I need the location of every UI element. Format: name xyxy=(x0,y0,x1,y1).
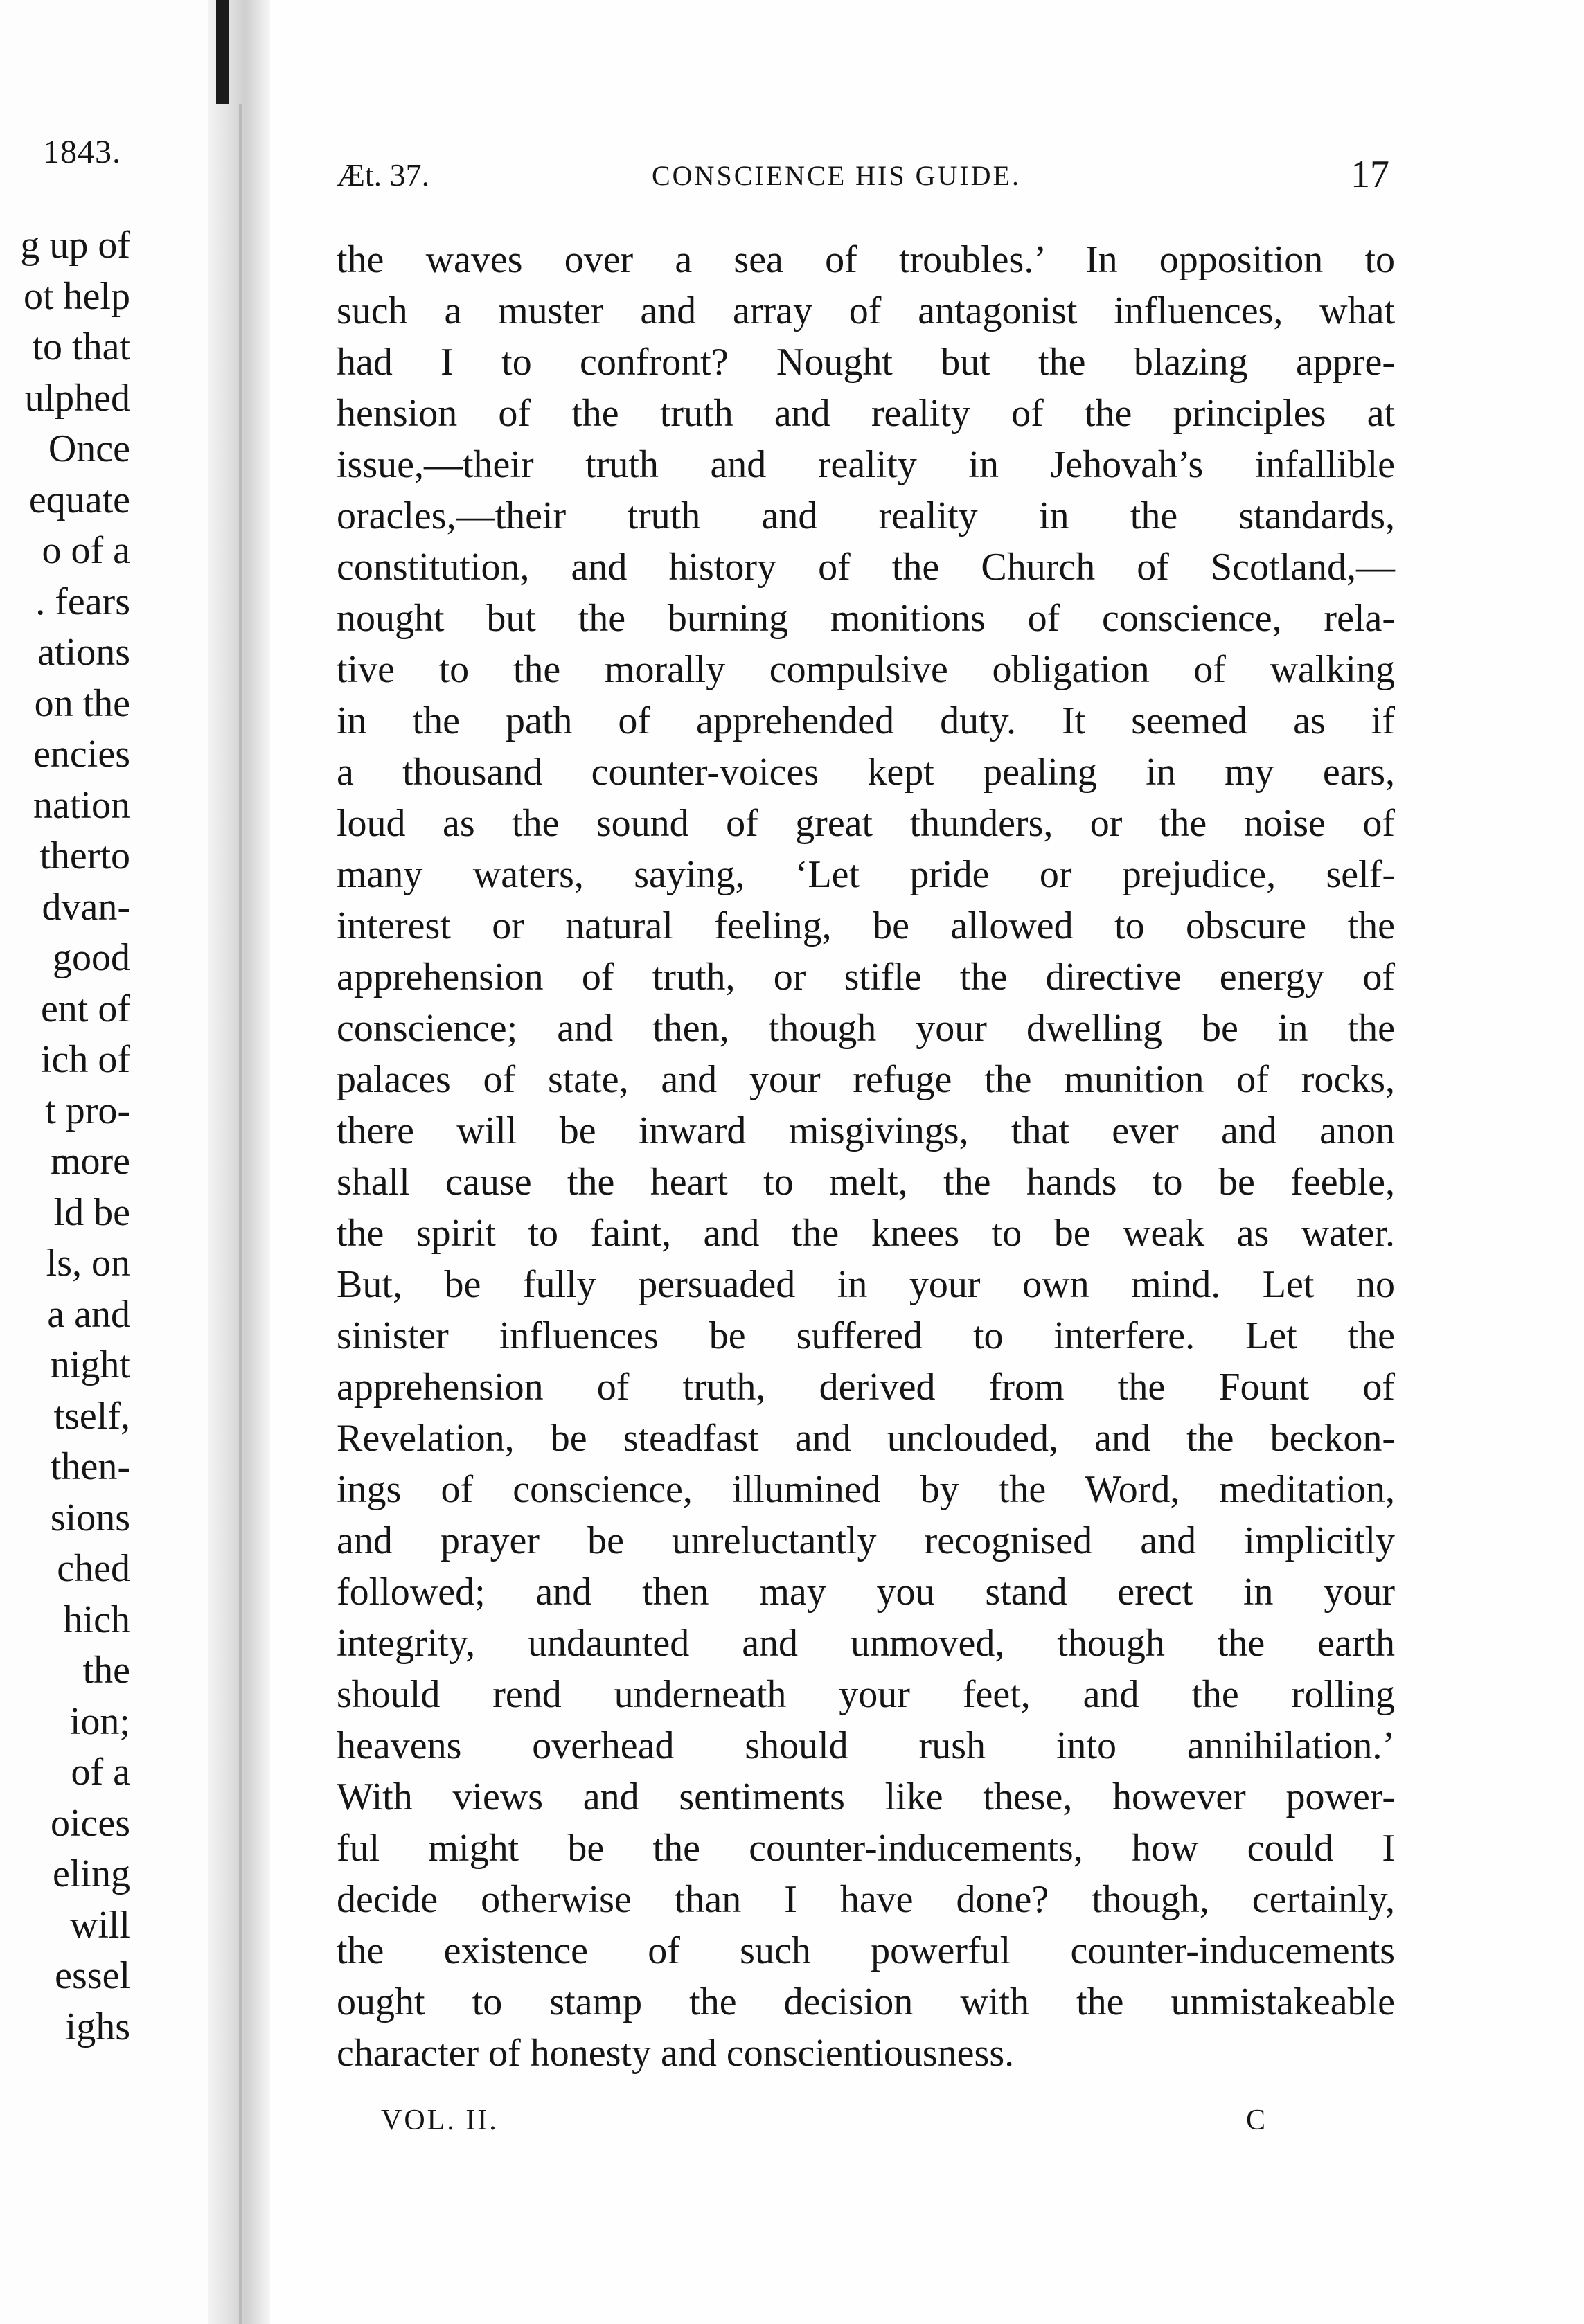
text-line: oracles,—their truth and reality in the standards, xyxy=(337,494,1395,537)
text-line: Revelation, be steadfast and unclouded, and the beckon- xyxy=(337,1417,1395,1460)
facing-page-line-fragment: good xyxy=(53,936,130,979)
facing-page-line-fragment: . fears xyxy=(35,580,130,623)
text-line: integrity, undaunted and unmoved, though the earth xyxy=(337,1622,1395,1665)
facing-page-line-fragment: therto xyxy=(39,834,130,877)
text-line: ings of conscience, illumined by the Word, meditation, xyxy=(337,1468,1395,1511)
facing-page-line-fragment: ls, on xyxy=(46,1242,130,1285)
volume-label: VOL. II. xyxy=(381,2104,499,2136)
page-footer xyxy=(381,2104,1267,2145)
facing-page-line-fragment: ighs xyxy=(65,2005,130,2048)
gutter-fold-line xyxy=(239,104,242,2324)
facing-page-line-fragment: eling xyxy=(53,1852,130,1895)
text-line: sinister influences be suffered to interfere. Let the xyxy=(337,1314,1395,1357)
facing-page-line-fragment: ion; xyxy=(69,1699,130,1743)
facing-page-left xyxy=(0,0,208,2324)
text-line: many waters, saying, ‘Let pride or prejudice, self- xyxy=(337,853,1395,896)
facing-page-line-fragment: will xyxy=(69,1903,130,1947)
facing-page-line-fragment: to that xyxy=(32,325,130,368)
text-line: there will be inward misgivings, that ever and anon xyxy=(337,1109,1395,1152)
text-line: followed; and then may you stand erect in your xyxy=(337,1571,1395,1614)
facing-page-line-fragment: oices xyxy=(50,1801,130,1845)
text-line: palaces of state, and your refuge the munition of rocks, xyxy=(337,1058,1395,1101)
text-line: the waves over a sea of troubles.’ In opposition to xyxy=(337,238,1395,281)
text-line: interest or natural feeling, be allowed to obscure the xyxy=(337,904,1395,947)
gutter-shadow xyxy=(216,0,229,104)
facing-page-line-fragment: sions xyxy=(50,1496,130,1539)
facing-page-line-fragment: essel xyxy=(55,1954,130,1997)
facing-page-line-fragment: of a xyxy=(71,1751,130,1794)
facing-page-line-fragment: ld be xyxy=(53,1190,130,1234)
facing-page-line-fragment: t pro- xyxy=(45,1089,130,1132)
text-line: With views and sentiments like these, however power- xyxy=(337,1776,1395,1818)
facing-page-line-fragment: encies xyxy=(33,733,130,776)
text-line: in the path of apprehended duty. It seemed as if xyxy=(337,699,1395,742)
facing-page-line-fragment: a and xyxy=(47,1292,130,1336)
page-number: 17 xyxy=(1351,153,1389,196)
text-line: But, be fully persuaded in your own mind. Let no xyxy=(337,1263,1395,1306)
facing-page-text-fragments xyxy=(0,220,130,2053)
body-text xyxy=(337,234,1395,2079)
running-head xyxy=(337,153,1389,205)
text-line: hension of the truth and reality of the principles at xyxy=(337,392,1395,435)
text-line: ful might be the counter-inducements, how could I xyxy=(337,1827,1395,1870)
text-line: conscience; and then, though your dwelling be in the xyxy=(337,1007,1395,1050)
facing-page-line-fragment: dvan- xyxy=(42,885,130,929)
text-line: character of honesty and conscientiousness. xyxy=(337,2032,1015,2075)
facing-page-line-fragment: ent of xyxy=(40,987,130,1030)
facing-page-line-fragment: ich of xyxy=(40,1038,130,1081)
text-line: such a muster and array of antagonist influences, what xyxy=(337,289,1395,332)
facing-page-year: 1843. xyxy=(43,134,121,170)
signature-mark: C xyxy=(1245,2104,1267,2136)
facing-page-line-fragment: then- xyxy=(50,1445,130,1488)
text-line: constitution, and history of the Church of Scotland,— xyxy=(337,546,1395,589)
text-line: shall cause the heart to melt, the hands to be feeble, xyxy=(337,1161,1395,1204)
facing-page-line-fragment: ched xyxy=(57,1547,130,1590)
facing-page-line-fragment: hich xyxy=(63,1598,130,1641)
text-line: apprehension of truth, derived from the Fount of xyxy=(337,1366,1395,1409)
text-line: a thousand counter-voices kept pealing in my ears, xyxy=(337,751,1395,794)
facing-page-line-fragment: tself, xyxy=(53,1394,130,1438)
facing-page-line-fragment: o of a xyxy=(42,529,130,572)
text-line: and prayer be unreluctantly recognised and implicitly xyxy=(337,1519,1395,1562)
page-title: CONSCIENCE HIS GUIDE. xyxy=(652,160,1021,191)
facing-page-line-fragment: ot help xyxy=(24,274,130,318)
facing-page-line-fragment: night xyxy=(50,1343,130,1386)
text-line: apprehension of truth, or stifle the directive energy of xyxy=(337,956,1395,999)
text-line: the existence of such powerful counter-inducements xyxy=(337,1929,1395,1972)
text-line: had I to confront? Nought but the blazing appre- xyxy=(337,341,1395,384)
facing-page-line-fragment: equate xyxy=(28,478,130,521)
facing-page-line-fragment: g up of xyxy=(20,224,130,267)
text-line: tive to the morally compulsive obligation of walking xyxy=(337,648,1395,691)
text-line: ought to stamp the decision with the unmistakeable xyxy=(337,1981,1395,2023)
text-line: loud as the sound of great thunders, or the noise of xyxy=(337,802,1395,845)
text-line: decide otherwise than I have done? though, certainly, xyxy=(337,1878,1395,1921)
facing-page-line-fragment: on the xyxy=(34,681,130,725)
facing-page-line-fragment: ations xyxy=(37,631,130,674)
text-line: nought but the burning monitions of conscience, rela- xyxy=(337,597,1395,640)
text-line: should rend underneath your feet, and the rolling xyxy=(337,1673,1395,1716)
facing-page-line-fragment: nation xyxy=(33,783,130,827)
facing-page-line-fragment: the xyxy=(82,1649,130,1692)
facing-page-line-fragment: ulphed xyxy=(24,376,130,420)
text-line: heavens overhead should rush into annihilation.’ xyxy=(337,1724,1395,1767)
facing-page-line-fragment: more xyxy=(50,1140,130,1183)
text-line: issue,—their truth and reality in Jehovah’s infallible xyxy=(337,443,1395,486)
text-line: the spirit to faint, and the knees to be weak as water. xyxy=(337,1212,1395,1255)
age-marker: Æt. 37. xyxy=(337,157,430,193)
facing-page-line-fragment: Once xyxy=(48,427,130,470)
